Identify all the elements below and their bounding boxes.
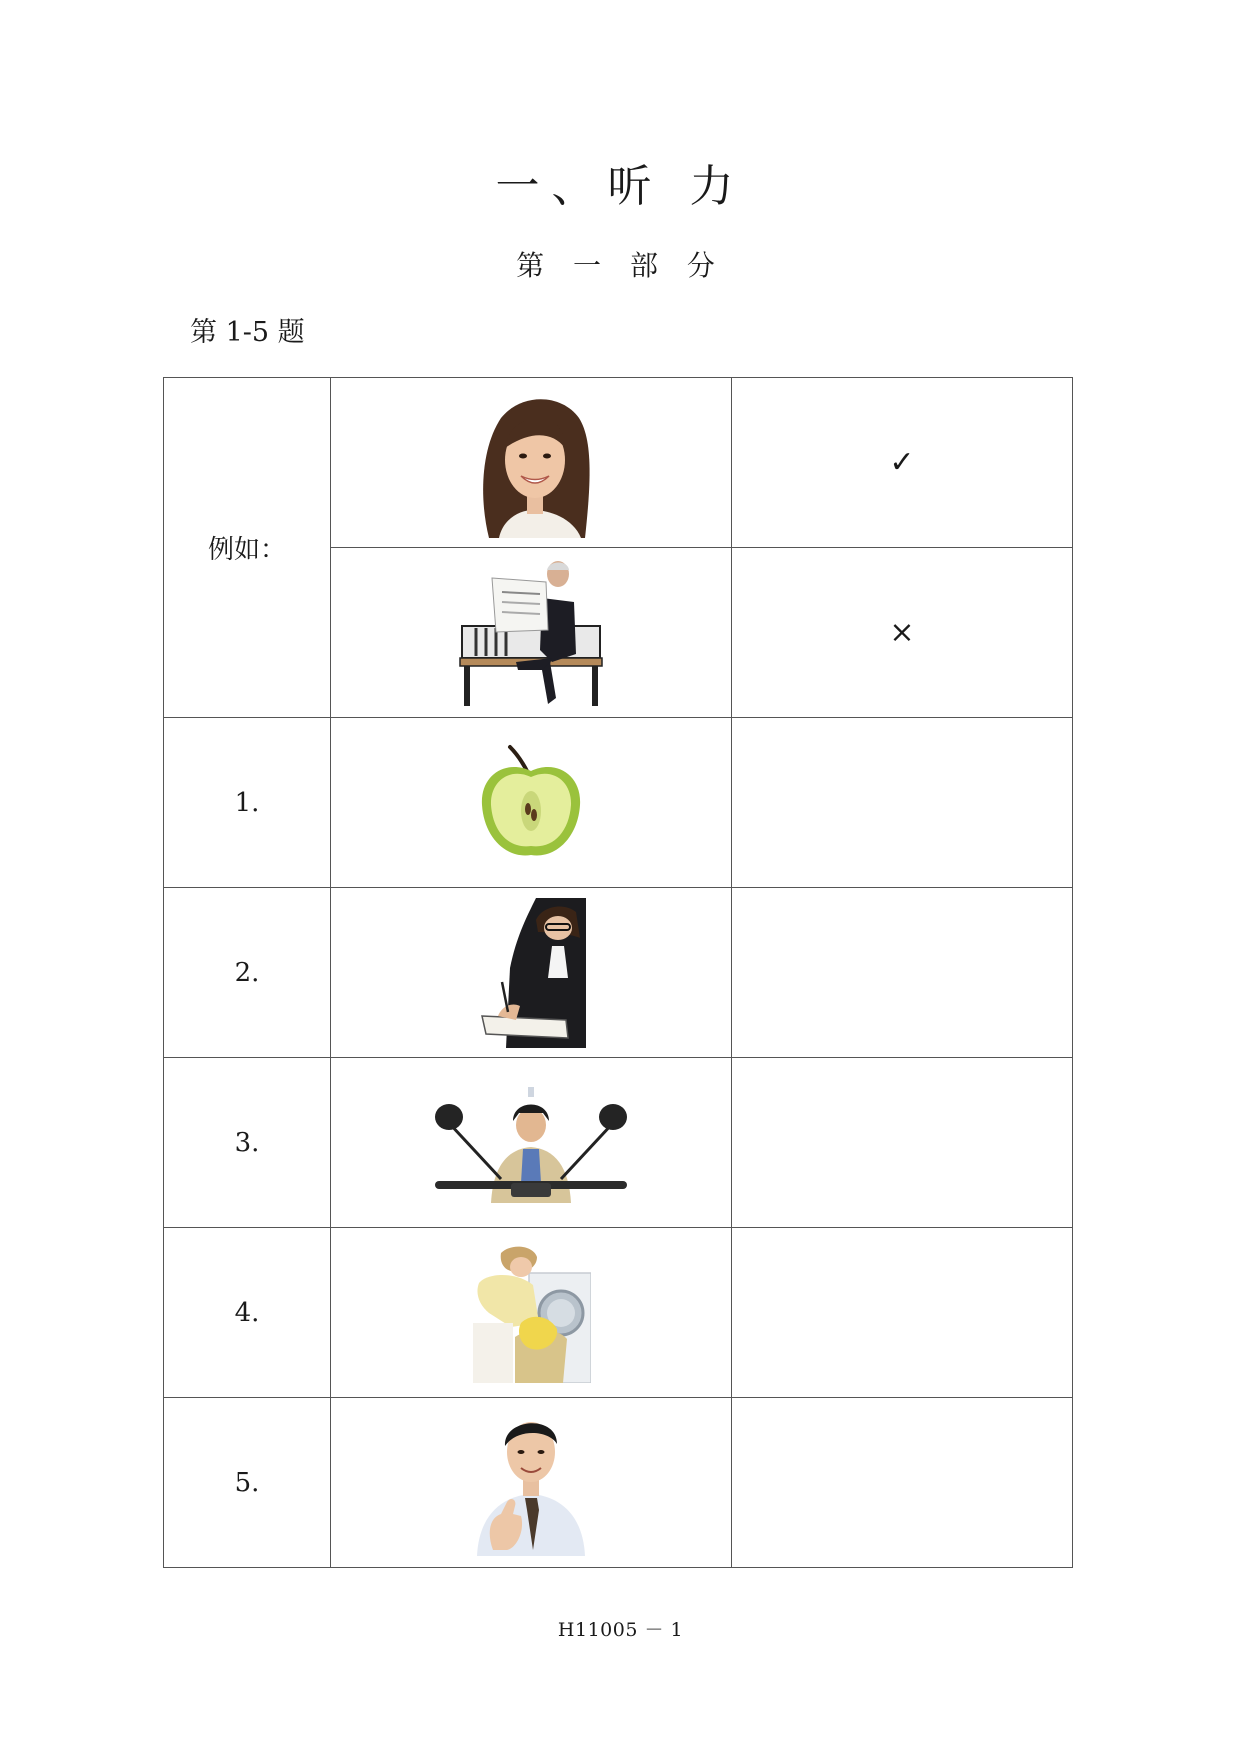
question-row (164, 718, 1073, 888)
example-image-cell (331, 548, 732, 718)
question-number: 1. (164, 718, 331, 888)
man-riding-motorcycle-image (431, 1083, 631, 1203)
part-title: 第 一 部 分 (516, 249, 725, 282)
listening-question-table (163, 377, 1073, 1568)
question-row (164, 1228, 1073, 1398)
example-row (164, 378, 1073, 548)
question-image-cell (331, 718, 732, 888)
example-mark-correct: ✓ (732, 378, 1073, 548)
question-number: 4. (164, 1228, 331, 1398)
answer-cell[interactable] (732, 1398, 1073, 1568)
question-number: 3. (164, 1058, 331, 1228)
answer-cell[interactable] (732, 1228, 1073, 1398)
question-image-cell (331, 1398, 732, 1568)
question-row (164, 888, 1073, 1058)
man-reading-newspaper-on-bench-image (456, 558, 606, 708)
question-range-label: 第 1-5 题 (190, 317, 305, 348)
page-footer: H11005 － 1 (557, 1619, 684, 1641)
question-number: 5. (164, 1398, 331, 1568)
man-thumbs-up-image (473, 1410, 589, 1556)
smiling-woman-image (461, 388, 601, 538)
example-mark-wrong: × (732, 548, 1073, 718)
answer-cell[interactable] (732, 718, 1073, 888)
halved-green-apple-image (476, 743, 586, 863)
question-row (164, 1398, 1073, 1568)
question-image-cell (331, 1058, 732, 1228)
question-image-cell (331, 888, 732, 1058)
answer-cell[interactable] (732, 1058, 1073, 1228)
answer-cell[interactable] (732, 888, 1073, 1058)
question-number: 2. (164, 888, 331, 1058)
example-label: 例如： (164, 378, 331, 718)
question-image-cell (331, 1228, 732, 1398)
question-row (164, 1058, 1073, 1228)
example-image-cell (331, 378, 732, 548)
woman-doing-laundry-image (471, 1243, 591, 1383)
woman-writing-in-notebook-image (476, 898, 586, 1048)
section-title: 一、听 力 (495, 161, 746, 212)
